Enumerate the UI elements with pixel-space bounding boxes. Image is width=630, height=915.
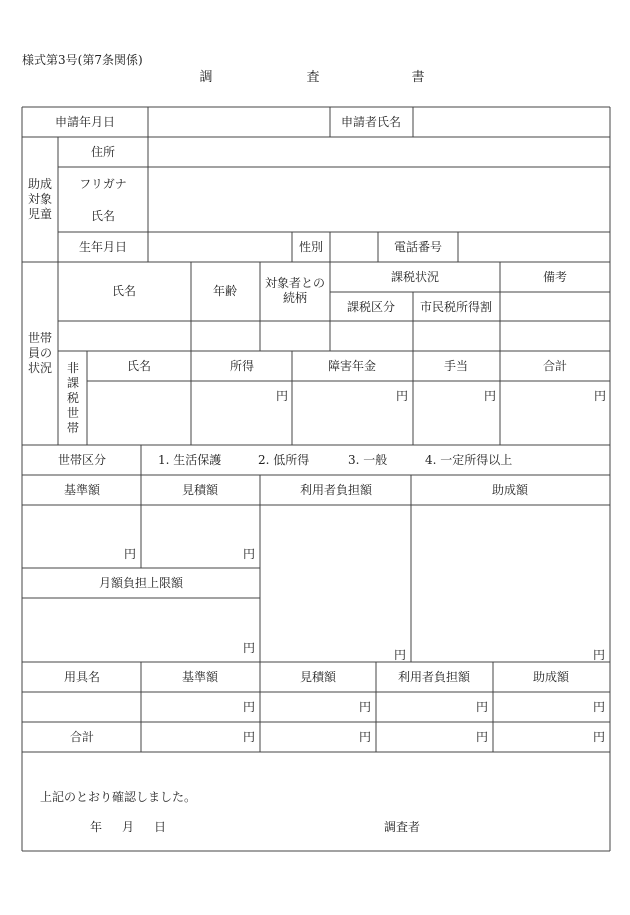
application-date-label: 申請年月日 bbox=[54, 115, 116, 129]
equipment-burden-header: 利用者負担額 bbox=[397, 670, 471, 684]
yen-unit: 円 bbox=[393, 648, 406, 662]
relation-label-line: 対象者との bbox=[264, 276, 325, 290]
child-group-label-line: 助成 bbox=[27, 177, 52, 191]
household-category-label: 世帯区分 bbox=[57, 453, 107, 467]
nontax-label-char: 非 bbox=[66, 361, 79, 375]
yen-unit: 円 bbox=[592, 730, 605, 744]
yen-unit: 円 bbox=[242, 700, 255, 714]
category-option-welfare: 1. 生活保護 bbox=[158, 453, 222, 467]
household-group-label-line: 世帯 bbox=[27, 331, 52, 345]
nontax-label-char: 世 bbox=[66, 406, 79, 420]
estimate-header: 見積額 bbox=[181, 483, 219, 497]
tax-status-label: 課税状況 bbox=[390, 270, 440, 284]
investigator-label: 調査者 bbox=[384, 820, 421, 834]
household-group-label-line: 状況 bbox=[27, 361, 52, 375]
address-label: 住所 bbox=[90, 145, 116, 159]
yen-unit: 円 bbox=[475, 700, 488, 714]
category-option-general: 3. 一般 bbox=[348, 453, 388, 467]
furigana-label: フリガナ bbox=[79, 177, 127, 191]
yen-unit: 円 bbox=[242, 547, 255, 561]
member-name-label: 氏名 bbox=[111, 284, 137, 298]
monthly-cap-label: 月額負担上限額 bbox=[98, 576, 184, 590]
income-ratio-label: 市民税所得割 bbox=[419, 300, 493, 314]
category-option-high-income: 4. 一定所得以上 bbox=[425, 453, 513, 467]
household-group-label-line: 員の bbox=[27, 346, 52, 360]
nontax-allowance-header: 手当 bbox=[443, 359, 469, 373]
nontax-total-header: 合計 bbox=[542, 359, 568, 373]
yen-unit: 円 bbox=[483, 389, 496, 403]
equipment-total-label: 合計 bbox=[69, 730, 95, 744]
form-number: 様式第3号(第7条関係) bbox=[22, 53, 143, 67]
phone-label: 電話番号 bbox=[393, 240, 443, 254]
title-char-1: 調 bbox=[199, 70, 213, 85]
nontax-label-char: 帯 bbox=[66, 421, 79, 435]
base-amount-header: 基準額 bbox=[63, 483, 101, 497]
confirmation-text: 上記のとおり確認しました。 bbox=[40, 790, 197, 804]
title-char-3: 書 bbox=[411, 70, 425, 85]
tax-class-label: 課税区分 bbox=[346, 300, 396, 314]
nontax-label-char: 税 bbox=[66, 391, 79, 405]
yen-unit: 円 bbox=[123, 547, 136, 561]
date-year-label: 年 bbox=[90, 820, 103, 834]
age-label: 年齢 bbox=[212, 284, 238, 298]
sex-label: 性別 bbox=[298, 240, 324, 254]
relation-label bbox=[262, 276, 328, 306]
child-name-label: 氏名 bbox=[90, 209, 116, 223]
yen-unit: 円 bbox=[592, 700, 605, 714]
yen-unit: 円 bbox=[242, 730, 255, 744]
equipment-base-header: 基準額 bbox=[181, 670, 219, 684]
yen-unit: 円 bbox=[475, 730, 488, 744]
nontax-household-label bbox=[66, 361, 80, 436]
yen-unit: 円 bbox=[275, 389, 288, 403]
yen-unit: 円 bbox=[358, 700, 371, 714]
nontax-pension-header: 障害年金 bbox=[327, 359, 377, 373]
applicant-name-label: 申請者氏名 bbox=[340, 115, 402, 129]
nontax-name-header: 氏名 bbox=[126, 359, 152, 373]
subsidy-header: 助成額 bbox=[491, 483, 529, 497]
date-day-label: 日 bbox=[154, 820, 167, 834]
household-group-label bbox=[26, 331, 54, 376]
category-option-low-income: 2. 低所得 bbox=[258, 453, 310, 467]
yen-unit: 円 bbox=[592, 648, 605, 662]
child-group-label bbox=[26, 177, 54, 222]
child-group-label-line: 対象 bbox=[27, 192, 52, 206]
nontax-label-char: 課 bbox=[66, 376, 79, 390]
child-group-label-line: 児童 bbox=[27, 207, 52, 221]
equipment-subsidy-header: 助成額 bbox=[532, 670, 570, 684]
yen-unit: 円 bbox=[358, 730, 371, 744]
equipment-estimate-header: 見積額 bbox=[299, 670, 337, 684]
remarks-label: 備考 bbox=[542, 270, 568, 284]
yen-unit: 円 bbox=[395, 389, 408, 403]
title-char-2: 査 bbox=[306, 70, 320, 85]
user-burden-header: 利用者負担額 bbox=[299, 483, 373, 497]
yen-unit: 円 bbox=[593, 389, 606, 403]
equipment-name-header: 用具名 bbox=[63, 670, 101, 684]
birth-date-label: 生年月日 bbox=[78, 240, 128, 254]
yen-unit: 円 bbox=[242, 641, 255, 655]
relation-label-line: 続柄 bbox=[282, 291, 307, 305]
nontax-income-header: 所得 bbox=[229, 359, 255, 373]
date-month-label: 月 bbox=[122, 820, 135, 834]
